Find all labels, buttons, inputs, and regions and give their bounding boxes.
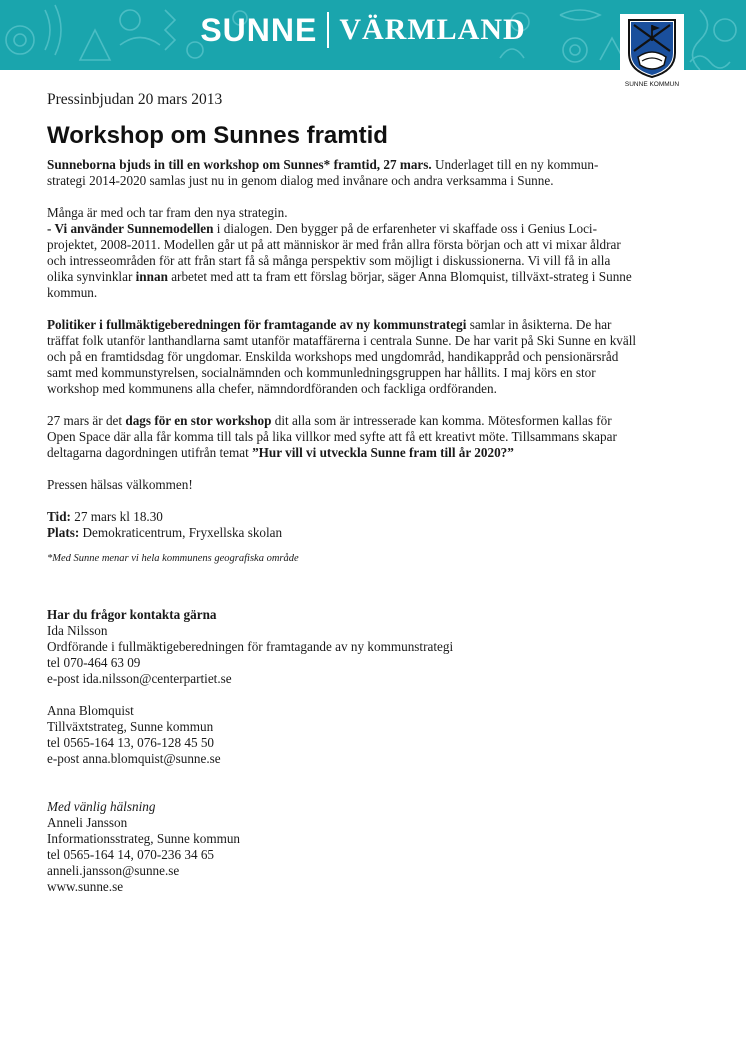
workshop-bold: dags för en stor workshop <box>125 413 272 428</box>
brand-sunne: SUNNE <box>200 11 318 48</box>
strategy-lead: Många är med och tar fram den nya strategin. <box>47 205 288 220</box>
crest-caption: SUNNE KOMMUN <box>624 81 680 88</box>
contact-2-email[interactable]: e-post anna.blomquist@sunne.se <box>47 751 221 766</box>
intro-text: Underlaget till en ny kommun-strategi 2014-2020 samlas just nu in genom dialog med invånare och andra verksamma i Sunne. <box>47 157 599 188</box>
contact-2-role: Tillväxtstrateg, Sunne kommun <box>47 719 214 734</box>
footnote: *Med Sunne menar vi hela kommunens geografiska område <box>47 553 299 564</box>
place-value: Demokraticentrum, Fryxellska skolan <box>79 525 283 540</box>
contact-3-name: Anneli Jansson <box>47 815 128 830</box>
contact-2-name: Anna Blomquist <box>47 703 134 718</box>
closing-greeting: Med vänlig hälsning <box>47 799 156 814</box>
politicians-paragraph <box>47 317 637 397</box>
contact-section <box>47 607 637 895</box>
page-title: Workshop om Sunnes framtid <box>47 122 388 149</box>
spacer <box>47 767 637 799</box>
contact-1-name: Ida Nilsson <box>47 623 108 638</box>
politicians-bold: Politiker i fullmäktigeberedningen för framtagande av ny kommunstrategi <box>47 317 467 332</box>
release-date: Pressinbjudan 20 mars 2013 <box>47 91 223 108</box>
model-text: i dialogen. Den bygger på de erfarenheter vi skaffade oss i Genius Loci-projektet, 2008-2011. Modellen går ut på att människor är med från allra första början och att vi mixar åldrar och intresseområden för att från start få så många perspektiv som möjligt i diskussionerna. Vi vill få in alla olika synvinklar <box>47 221 621 284</box>
strategy-paragraph <box>47 205 637 301</box>
contact-1-email[interactable]: e-post ida.nilsson@centerpartiet.se <box>47 671 232 686</box>
theme-bold: ”Hur vill vi utveckla Sunne fram till år 2020?” <box>252 445 514 460</box>
welcome-line: Pressen hälsas välkommen! <box>47 477 193 492</box>
model-text-end: arbetet med att ta fram ett förslag börjar, säger Anna Blomquist, tillväxt-strateg i Sunne kommun. <box>47 269 632 300</box>
contact-3-role: Informationsstrateg, Sunne kommun <box>47 831 241 846</box>
website-link[interactable]: www.sunne.se <box>47 879 124 894</box>
politicians-text: samlar in åsikterna. De har träffat folk utanför lanthandlarna samt utanför mataffärerna i centrala Sunne. De har varit på Ski Sunne en kväll och på en framtidsdag för ungdomar. Enskilda workshops med ungdområd, handikappråd och pensionärsråd samt med kommunstyrelsen, socialnämnden och kommunledningsgruppen har hållits. I maj körs en stor workshop med kommunens alla chefer, nämndordföranden och fackliga ordföranden. <box>47 317 637 396</box>
place-label: Plats: <box>47 525 80 540</box>
workshop-text-1: 27 mars är det <box>47 413 126 428</box>
municipal-crest <box>620 14 684 92</box>
workshop-paragraph <box>47 413 637 461</box>
contact-1-role: Ordförande i fullmäktigeberedningen för framtagande av ny kommunstrategi <box>47 639 454 654</box>
time-value: 27 mars kl 18.30 <box>70 509 163 524</box>
brand-varmland: VÄRMLAND <box>339 13 526 46</box>
innan-bold: innan <box>135 269 168 284</box>
spacer <box>47 687 637 703</box>
model-bold: - Vi använder Sunnemodellen <box>47 221 214 236</box>
press-release <box>47 92 637 895</box>
contact-3-email[interactable]: anneli.jansson@sunne.se <box>47 863 180 878</box>
event-time <box>47 509 637 525</box>
brand-divider <box>327 12 329 48</box>
contact-3-tel: tel 0565-164 14, 070-236 34 65 <box>47 847 215 862</box>
workshop-text-2: dit alla som är intresserade kan komma. Mötesformen kallas för Open Space där alla får komma till tals på lika villkor med syfte att få ett kreativt möte. Tillsammans skapar deltagarna dagordningen utifrån temat <box>47 413 617 460</box>
coat-of-arms-icon <box>626 17 678 79</box>
contact-1-tel: tel 070-464 63 09 <box>47 655 141 670</box>
time-label: Tid: <box>47 509 71 524</box>
contact-2-tel: tel 0565-164 13, 076-128 45 50 <box>47 735 215 750</box>
contact-heading: Har du frågor kontakta gärna <box>47 607 217 622</box>
event-place <box>47 525 637 541</box>
intro-paragraph <box>47 157 637 189</box>
intro-bold: Sunneborna bjuds in till en workshop om Sunnes* framtid, 27 mars. <box>47 157 432 172</box>
